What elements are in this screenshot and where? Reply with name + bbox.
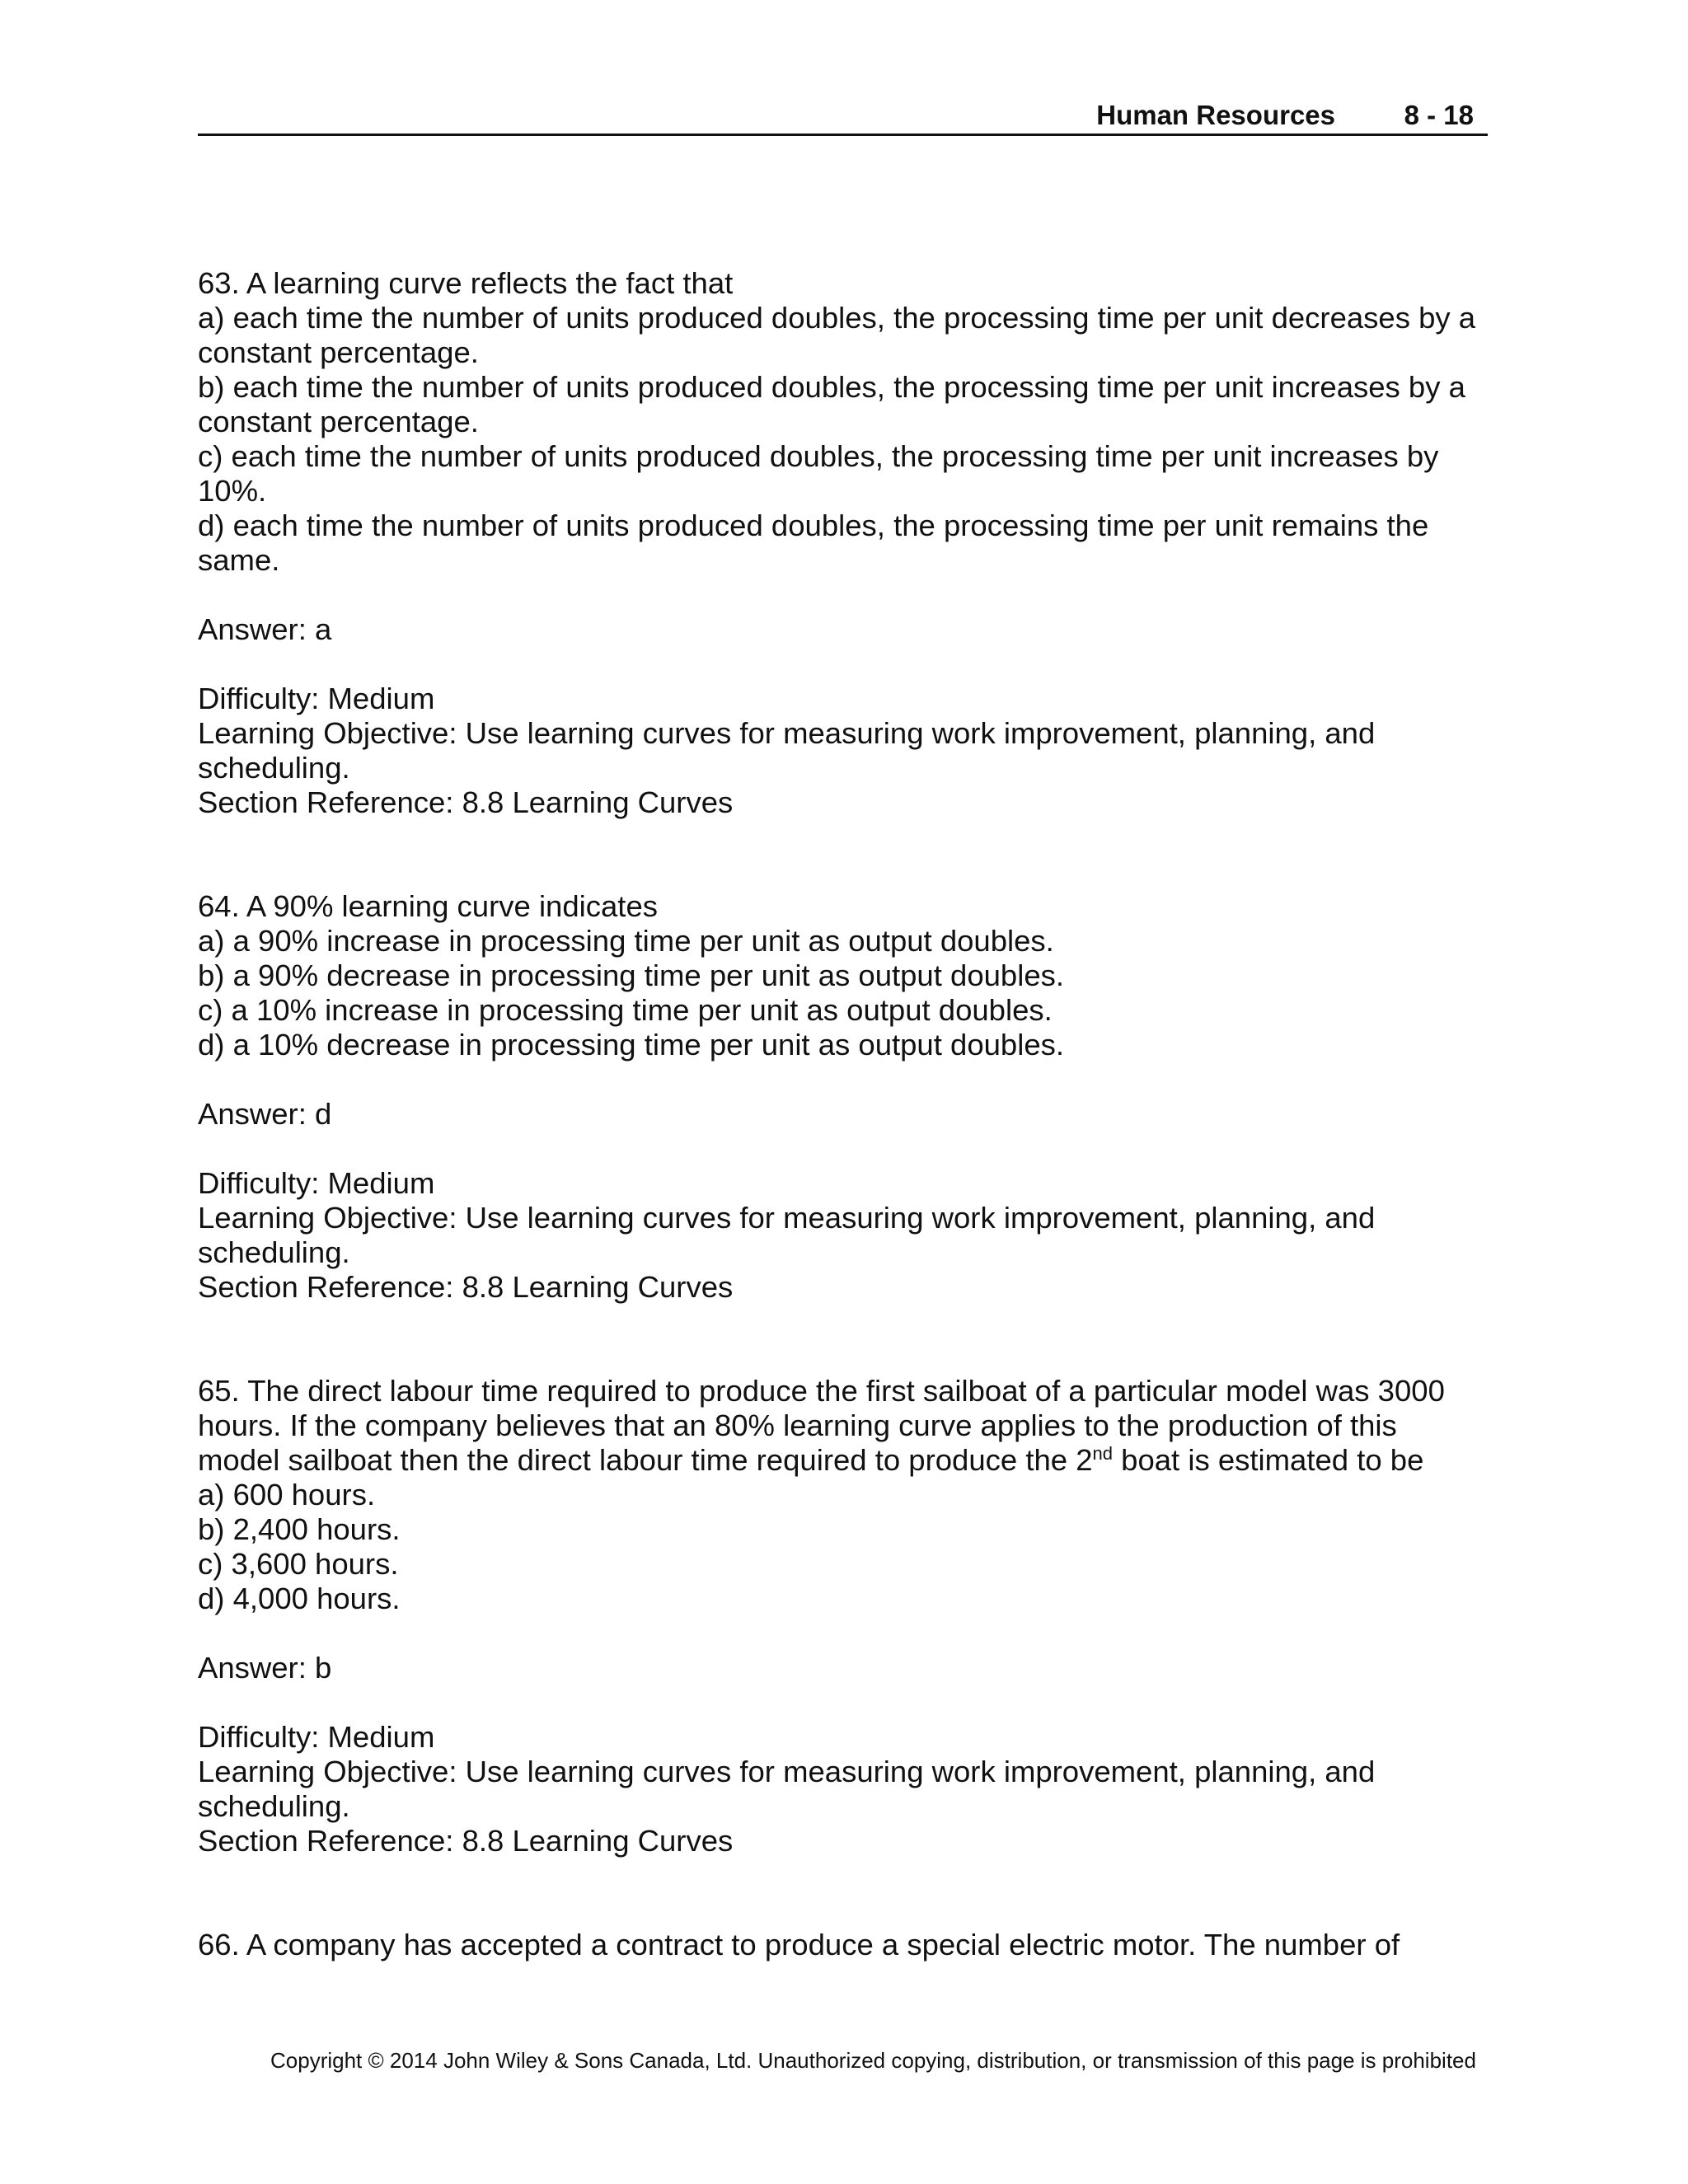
difficulty: Difficulty: Medium (198, 1166, 435, 1200)
question-stem: 66. A company has accepted a contract to produce a special electric motor. The number of (198, 1928, 1400, 1961)
option-b: b) 2,400 hours. (198, 1512, 401, 1546)
option-d: d) each time the number of units produced doubles, the processing time per unit remains the (198, 509, 1429, 542)
question-65 (198, 1374, 1500, 1858)
question-stem-cont: hours. If the company believes that an 80% learning curve applies to the production of this (198, 1408, 1397, 1442)
section-reference: Section Reference: 8.8 Learning Curves (198, 785, 734, 819)
learning-objective: Learning Objective: Use learning curves for measuring work improvement, planning, and (198, 716, 1376, 750)
option-a-cont: constant percentage. (198, 335, 479, 369)
question-63 (198, 266, 1500, 820)
learning-objective-cont: scheduling. (198, 1235, 350, 1269)
ordinal-suffix: nd (1092, 1442, 1114, 1464)
header-title: Human Resources (1096, 100, 1335, 130)
option-a: a) each time the number of units produced doubles, the processing time per unit decreases by a (198, 301, 1476, 335)
answer: Answer: a (198, 612, 332, 646)
option-a: a) 600 hours. (198, 1478, 376, 1511)
question-stem: 65. The direct labour time required to produce the first sailboat of a particular model was 3000 (198, 1374, 1445, 1408)
learning-objective: Learning Objective: Use learning curves for measuring work improvement, planning, and (198, 1201, 1376, 1235)
question-stem-cont-2 (198, 1443, 1500, 1478)
option-b: b) each time the number of units produced doubles, the processing time per unit increases by a (198, 370, 1465, 404)
learning-objective: Learning Objective: Use learning curves for measuring work improvement, planning, and (198, 1755, 1376, 1788)
option-c: c) each time the number of units produced doubles, the processing time per unit increases by (198, 439, 1439, 473)
option-b: b) a 90% decrease in processing time per unit as output doubles. (198, 958, 1065, 992)
question-66 (198, 1928, 1500, 1962)
answer: Answer: b (198, 1651, 332, 1685)
copyright-footer: Copyright © 2014 John Wiley & Sons Canada, Ltd. Unauthorized copying, distribution, or transmission of this page is prohibited (270, 2048, 1476, 2073)
difficulty: Difficulty: Medium (198, 1720, 435, 1754)
section-reference: Section Reference: 8.8 Learning Curves (198, 1270, 734, 1304)
option-d: d) a 10% decrease in processing time per unit as output doubles. (198, 1028, 1065, 1062)
page-header (198, 97, 1488, 136)
option-b-cont: constant percentage. (198, 405, 479, 438)
document-body (198, 266, 1500, 1962)
answer: Answer: d (198, 1097, 332, 1131)
question-64 (198, 889, 1500, 1305)
question-stem: 63. A learning curve reflects the fact that (198, 266, 734, 300)
question-stem: 64. A 90% learning curve indicates (198, 889, 658, 923)
stem-text-end: boat is estimated to be (1113, 1443, 1424, 1477)
option-c-cont: 10%. (198, 474, 267, 508)
option-d: d) 4,000 hours. (198, 1582, 401, 1615)
learning-objective-cont: scheduling. (198, 1789, 350, 1823)
stem-text: model sailboat then the direct labour time required to produce the 2 (198, 1443, 1093, 1477)
option-c: c) 3,600 hours. (198, 1547, 399, 1581)
option-c: c) a 10% increase in processing time per unit as output doubles. (198, 993, 1053, 1027)
option-d-cont: same. (198, 543, 280, 577)
section-reference: Section Reference: 8.8 Learning Curves (198, 1824, 734, 1858)
learning-objective-cont: scheduling. (198, 751, 350, 785)
page-number: 8 - 18 (1404, 100, 1474, 130)
option-a: a) a 90% increase in processing time per unit as output doubles. (198, 924, 1054, 958)
difficulty: Difficulty: Medium (198, 682, 435, 715)
